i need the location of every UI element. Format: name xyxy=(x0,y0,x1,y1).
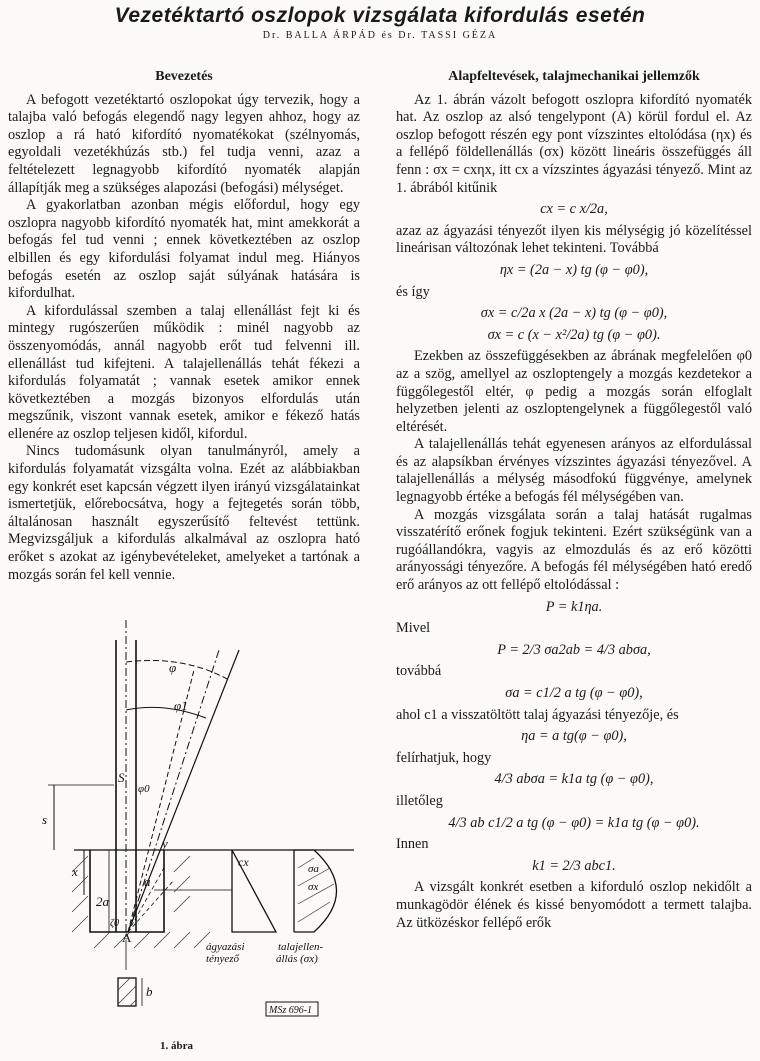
paragraph: azaz az ágyazási tényezőt ilyen kis mélységig jó közelítéssel lineárisan változónak lehet tekinteni. Továbbá xyxy=(396,222,752,257)
paragraph: A mozgás vizsgálata során a talaj hatását rugalmas visszatérítő erőnek fogjuk tekinteni. Ezért szükségünk van a rugóállandókra, vagyis az elmozdulás és az erő közötti arányossági tényezőre. A befogás fél mélységében ható eredő erő arányos az ott fellépő eltolódással : xyxy=(396,506,752,594)
label-phi1: φ1 xyxy=(174,698,188,713)
label-a: a xyxy=(144,874,151,889)
pole-cross-section xyxy=(118,978,136,1006)
pit-boundary xyxy=(90,850,164,932)
paper-authors: Dr. BALLA ÁRPÁD és Dr. TASSI GÉZA xyxy=(262,30,498,41)
right-column xyxy=(396,68,752,932)
paragraph: és így xyxy=(396,283,430,300)
equation: ηx = (2a − x) tg (φ − φ0), xyxy=(499,261,649,278)
label-soil-2: állás (σx) xyxy=(276,953,318,965)
paper-title: Vezetéktartó oszlopok vizsgálata kifordulás esetén xyxy=(114,4,646,27)
label-zeta: ζ0 xyxy=(110,918,120,929)
paragraph: A befogott vezetéktartó oszlopokat úgy tervezik, hogy a talajba való befogás elegendő nagy legyen ahhoz, hogy az oszlop a rá ható kifordító nyomatékokat (szélnyomás, egyoldali vezetékhúzás stb.) fel tudja venni, azaz a feltételezett legnagyobb kifordító nyomaték alapján állapítják meg a szükséges alapozási (befogási) mélységet. xyxy=(8,91,360,196)
label-sigma-x: σx xyxy=(308,881,319,893)
paragraph: A kifordulással szemben a talaj ellenállást fejt ki és mintegy rugószerűen működik : minél nagyobb az összenyomódás, annál nagyobb erőt tud felvenni ill. ellenállást tud kifejteni. A talajellenállás tehát fékezi a kifordulás folyamatát ; vannak esetek amikor ennek következtében a mozgás bizonyos elfordulás után megszűnik, viszont vannak esetek, amikor e fékező hatás ellenére az oszlop teljesen kidől, kifordul. xyxy=(8,302,360,442)
label-S: S xyxy=(118,770,125,785)
label-b: b xyxy=(146,984,153,999)
label-x: x xyxy=(72,864,78,879)
label-phi: φ xyxy=(169,660,177,675)
paragraph: illetőleg xyxy=(396,792,443,809)
label-bed-2: tényező xyxy=(206,953,239,965)
paragraph: ahol c1 a visszatöltött talaj ágyazási tényezője, és xyxy=(396,706,679,723)
paragraph: Nincs tudomásunk olyan tanulmányról, amely a kifordulás folyamatát vizsgálta volna. Ezét az alábbiakban egy konkrét eset kapcsán végzett ilyen irányú vizsgálatainkat ismertetjük, előrebocsátva, hogy a fejtegetés során több, általánosan használt egyszerűsítő feltevést tettünk. Megvizsgáljuk a kifordulás alkalmával az oszlopra ható erőket s azokat az igénybevételeket, amelyeket a tartónak a mozgás során fel kell vennie. xyxy=(8,443,360,583)
paragraph: Mivel xyxy=(396,620,431,637)
section-heading-assumptions: Alapfeltevések, talajmechanikai jellemzők xyxy=(448,69,700,84)
label-2a: 2a xyxy=(96,894,109,909)
paragraph: Ezekben az összefüggésekben az ábrának megfelelően φ0 az a szög, amellyel az oszloptengely a mozgás kezdetekor a függőlegestől eltér, φ pedig a mozgás során elfoglalt helyzetben jelenti az oszloptengelynek a függőlegestől való eltérését. xyxy=(396,348,752,435)
label-A: A xyxy=(122,930,132,945)
paragraph: felírhatjuk, hogy xyxy=(396,749,492,766)
label-bed-1: ágyazási xyxy=(206,941,245,953)
equation: σx = c (x − x²/2a) tg (φ − φ0). xyxy=(487,326,661,343)
equation: σa = c1/2 a tg (φ − φ0), xyxy=(505,685,643,701)
figure-caption: 1. ábra xyxy=(160,1040,193,1052)
figure-1-diagram xyxy=(14,610,360,1040)
equation: P = 2/3 σa2ab = 4/3 abσa, xyxy=(497,641,651,658)
label-y: y xyxy=(162,836,168,851)
label-soil-1: talajellen- xyxy=(278,941,324,953)
paragraph: Az 1. ábrán vázolt befogott oszlopra kifordító nyomaték hat. Az oszlop az alsó tengelypont (A) körül fordul el. Az oszlop befogott részén egy pont vízszintes eltolódása (ηx) és a fellépő földellenállás (σx) között lineáris összefüggés áll fenn : σx = cxηx, itt cx a vízszintes ágyazási tényező. Mint az 1. ábrából kitűnik xyxy=(396,91,752,196)
equation: P = k1ηa. xyxy=(545,598,603,615)
equation: k1 = 2/3 abc1. xyxy=(532,857,616,874)
angle-arc-phi xyxy=(126,660,229,680)
left-column xyxy=(8,68,360,584)
label-stamp: MSz 696-1 xyxy=(269,1005,313,1016)
paragraph: A gyakorlatban azonban mégis előfordul, hogy egy oszlopra nagyobb kifordító nyomaték hat, mint amekkorát a befogás fel tud venni ; ennek következtében az oszlop elbillen és egy kifordulási folyamat indul meg. Hiányos befogás esetén az oszlop saját súlyának hatására is kifordulhat. xyxy=(8,197,360,302)
label-phi0: φ0 xyxy=(138,783,150,795)
paragraph: A vizsgált konkrét esetben a kiforduló oszlop nekidőlt a munkagödör élének és kissé benyomódott a termett talajba. Az ütközéskor fellépő erők xyxy=(396,879,752,931)
section-heading-intro: Bevezetés xyxy=(155,69,213,84)
label-sigma-a: σa xyxy=(308,863,319,875)
label-cx: cx xyxy=(238,855,249,869)
label-s: s xyxy=(42,812,48,827)
paragraph: A talajellenállás tehát egyenesen arányos az elfordulással és az alapsíkban érvényes vízszintes ágyazási tényezővel. A talajellenállás a mélység másodfokú függvénye, amelynek legnagyobb értéke a befogás fél mélységében van. xyxy=(396,436,752,506)
equation: cx = c x/2a, xyxy=(540,201,608,218)
angle-arc-phi1 xyxy=(126,707,206,718)
equation: ηa = a tg(φ − φ0), xyxy=(521,728,627,745)
equation: 4/3 abσa = k1a tg (φ − φ0), xyxy=(494,771,654,788)
equation: σx = c/2a x (2a − x) tg (φ − φ0), xyxy=(480,305,668,322)
equation: 4/3 ab c1/2 a tg (φ − φ0) = k1a tg (φ − φ0). xyxy=(448,814,700,831)
paragraph: továbbá xyxy=(396,663,442,680)
paragraph: Innen xyxy=(396,836,429,853)
